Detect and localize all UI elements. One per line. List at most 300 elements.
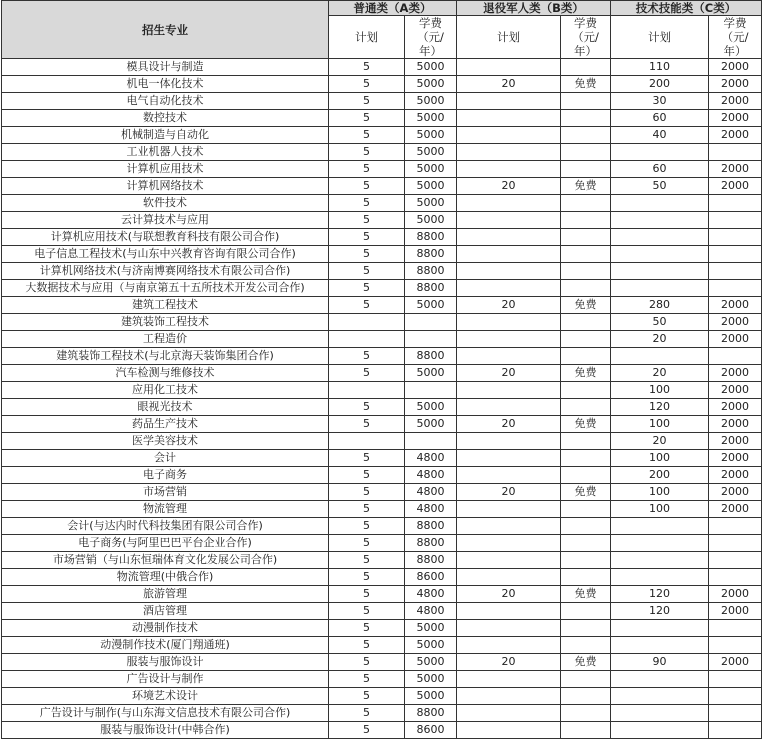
c-fee-cell: 2000 <box>709 297 762 314</box>
major-cell: 环境艺术设计 <box>2 688 329 705</box>
a-plan-cell: 5 <box>329 195 405 212</box>
table-row <box>2 671 762 688</box>
table-row <box>2 178 762 195</box>
table-row <box>2 144 762 161</box>
c-plan-cell: 200 <box>611 76 709 93</box>
a-plan-cell: 5 <box>329 76 405 93</box>
c-fee-cell: 2000 <box>709 178 762 195</box>
a-fee-cell: 8800 <box>405 229 457 246</box>
major-cell: 电子商务(与阿里巴巴平台企业合作) <box>2 535 329 552</box>
c-plan-cell <box>611 518 709 535</box>
a-fee-cell <box>405 433 457 450</box>
c-plan-cell: 100 <box>611 484 709 501</box>
b-plan-cell <box>457 382 561 399</box>
major-cell: 酒店管理 <box>2 603 329 620</box>
c-plan-cell: 100 <box>611 382 709 399</box>
b-fee-cell <box>561 705 611 722</box>
b-fee-cell <box>561 348 611 365</box>
major-cell: 应用化工技术 <box>2 382 329 399</box>
header-a-plan: 计划 <box>329 16 405 59</box>
c-fee-cell <box>709 552 762 569</box>
c-fee-cell: 2000 <box>709 654 762 671</box>
b-plan-cell <box>457 501 561 518</box>
a-plan-cell: 5 <box>329 263 405 280</box>
c-fee-cell <box>709 722 762 739</box>
header-b-fee: 学费 （元/ 年） <box>561 16 611 59</box>
major-cell: 广告设计与制作 <box>2 671 329 688</box>
table-row <box>2 365 762 382</box>
a-plan-cell: 5 <box>329 280 405 297</box>
b-fee-cell <box>561 722 611 739</box>
c-fee-cell <box>709 620 762 637</box>
major-cell: 建筑装饰工程技术(与北京海天装饰集团合作) <box>2 348 329 365</box>
table-row <box>2 246 762 263</box>
b-plan-cell <box>457 59 561 76</box>
b-fee-cell <box>561 433 611 450</box>
b-plan-cell <box>457 705 561 722</box>
table-row <box>2 93 762 110</box>
b-fee-cell <box>561 195 611 212</box>
a-fee-cell: 8600 <box>405 569 457 586</box>
a-fee-cell: 5000 <box>405 127 457 144</box>
b-plan-cell <box>457 603 561 620</box>
header-group-b: 退役军人类（B类） <box>457 1 611 16</box>
b-plan-cell <box>457 552 561 569</box>
b-plan-cell <box>457 433 561 450</box>
header-group-a: 普通类（A类） <box>329 1 457 16</box>
b-fee-cell <box>561 603 611 620</box>
a-plan-cell: 5 <box>329 144 405 161</box>
b-plan-cell: 20 <box>457 484 561 501</box>
a-fee-cell: 5000 <box>405 365 457 382</box>
c-plan-cell <box>611 688 709 705</box>
c-plan-cell: 50 <box>611 314 709 331</box>
c-fee-cell: 2000 <box>709 484 762 501</box>
c-plan-cell: 120 <box>611 399 709 416</box>
a-fee-cell: 5000 <box>405 297 457 314</box>
c-plan-cell <box>611 195 709 212</box>
a-fee-cell: 5000 <box>405 416 457 433</box>
c-plan-cell <box>611 246 709 263</box>
b-fee-cell <box>561 552 611 569</box>
b-plan-cell <box>457 144 561 161</box>
a-fee-cell: 5000 <box>405 688 457 705</box>
table-row <box>2 484 762 501</box>
c-fee-cell: 2000 <box>709 110 762 127</box>
table-row <box>2 518 762 535</box>
c-fee-cell <box>709 348 762 365</box>
a-fee-cell: 4800 <box>405 467 457 484</box>
major-cell: 会计 <box>2 450 329 467</box>
a-plan-cell: 5 <box>329 246 405 263</box>
major-cell: 电气自动化技术 <box>2 93 329 110</box>
a-fee-cell: 4800 <box>405 484 457 501</box>
b-plan-cell <box>457 229 561 246</box>
c-plan-cell <box>611 620 709 637</box>
b-fee-cell <box>561 59 611 76</box>
table-row <box>2 416 762 433</box>
header-major: 招生专业 <box>2 1 329 59</box>
b-plan-cell <box>457 518 561 535</box>
c-plan-cell <box>611 348 709 365</box>
a-fee-cell: 5000 <box>405 161 457 178</box>
b-fee-cell <box>561 127 611 144</box>
a-fee-cell: 5000 <box>405 59 457 76</box>
header-row-groups <box>2 1 762 16</box>
a-plan-cell: 5 <box>329 722 405 739</box>
b-fee-cell <box>561 399 611 416</box>
b-fee-cell: 免费 <box>561 484 611 501</box>
table-row <box>2 229 762 246</box>
a-plan-cell: 5 <box>329 501 405 518</box>
major-cell: 计算机网络技术(与济南博赛网络技术有限公司合作) <box>2 263 329 280</box>
major-cell: 计算机应用技术(与联想教育科技有限公司合作) <box>2 229 329 246</box>
a-plan-cell: 5 <box>329 348 405 365</box>
a-fee-cell: 8800 <box>405 518 457 535</box>
c-plan-cell: 100 <box>611 450 709 467</box>
c-plan-cell <box>611 552 709 569</box>
table-row <box>2 263 762 280</box>
major-cell: 广告设计与制作(与山东海文信息技术有限公司合作) <box>2 705 329 722</box>
major-cell: 汽车检测与维修技术 <box>2 365 329 382</box>
b-fee-cell <box>561 569 611 586</box>
b-fee-cell <box>561 110 611 127</box>
a-plan-cell: 5 <box>329 569 405 586</box>
c-fee-cell: 2000 <box>709 93 762 110</box>
a-fee-cell: 5000 <box>405 195 457 212</box>
major-cell: 药品生产技术 <box>2 416 329 433</box>
major-cell: 机械制造与自动化 <box>2 127 329 144</box>
a-plan-cell: 5 <box>329 671 405 688</box>
b-plan-cell <box>457 399 561 416</box>
major-cell: 动漫制作技术(厦门翔通班) <box>2 637 329 654</box>
table-row <box>2 722 762 739</box>
b-fee-cell <box>561 212 611 229</box>
b-plan-cell <box>457 348 561 365</box>
c-plan-cell: 100 <box>611 416 709 433</box>
c-fee-cell <box>709 263 762 280</box>
a-plan-cell <box>329 331 405 348</box>
table-row <box>2 331 762 348</box>
a-plan-cell: 5 <box>329 59 405 76</box>
a-fee-cell: 8800 <box>405 535 457 552</box>
c-fee-cell: 2000 <box>709 76 762 93</box>
c-fee-cell: 2000 <box>709 161 762 178</box>
c-plan-cell: 20 <box>611 365 709 382</box>
table-row <box>2 433 762 450</box>
major-cell: 计算机网络技术 <box>2 178 329 195</box>
a-plan-cell: 5 <box>329 637 405 654</box>
b-fee-cell <box>561 144 611 161</box>
table-row <box>2 603 762 620</box>
a-plan-cell <box>329 382 405 399</box>
b-fee-cell <box>561 535 611 552</box>
b-plan-cell <box>457 110 561 127</box>
b-plan-cell <box>457 314 561 331</box>
c-fee-cell: 2000 <box>709 314 762 331</box>
a-fee-cell: 4800 <box>405 450 457 467</box>
major-cell: 物流管理 <box>2 501 329 518</box>
b-fee-cell <box>561 688 611 705</box>
a-fee-cell: 8600 <box>405 722 457 739</box>
major-cell: 工程造价 <box>2 331 329 348</box>
b-plan-cell <box>457 195 561 212</box>
c-plan-cell: 20 <box>611 433 709 450</box>
table-row <box>2 620 762 637</box>
b-plan-cell <box>457 722 561 739</box>
b-plan-cell: 20 <box>457 76 561 93</box>
major-cell: 工业机器人技术 <box>2 144 329 161</box>
a-plan-cell: 5 <box>329 161 405 178</box>
major-cell: 电子商务 <box>2 467 329 484</box>
c-plan-cell: 110 <box>611 59 709 76</box>
major-cell: 市场营销（与山东恒瑞体育文化发展公司合作) <box>2 552 329 569</box>
c-fee-cell: 2000 <box>709 467 762 484</box>
table-row <box>2 195 762 212</box>
c-plan-cell: 280 <box>611 297 709 314</box>
b-fee-cell: 免费 <box>561 365 611 382</box>
b-fee-cell: 免费 <box>561 586 611 603</box>
c-plan-cell: 90 <box>611 654 709 671</box>
a-plan-cell: 5 <box>329 212 405 229</box>
b-plan-cell: 20 <box>457 416 561 433</box>
major-cell: 电子信息工程技术(与山东中兴教育咨询有限公司合作) <box>2 246 329 263</box>
major-cell: 建筑装饰工程技术 <box>2 314 329 331</box>
b-plan-cell: 20 <box>457 586 561 603</box>
b-fee-cell <box>561 263 611 280</box>
b-plan-cell <box>457 535 561 552</box>
c-plan-cell: 30 <box>611 93 709 110</box>
a-fee-cell: 5000 <box>405 399 457 416</box>
b-plan-cell: 20 <box>457 178 561 195</box>
table-row <box>2 212 762 229</box>
a-plan-cell: 5 <box>329 535 405 552</box>
b-plan-cell <box>457 280 561 297</box>
c-fee-cell: 2000 <box>709 127 762 144</box>
c-fee-cell: 2000 <box>709 331 762 348</box>
b-fee-cell <box>561 637 611 654</box>
c-plan-cell <box>611 212 709 229</box>
c-plan-cell <box>611 722 709 739</box>
b-plan-cell <box>457 212 561 229</box>
b-plan-cell <box>457 246 561 263</box>
b-fee-cell <box>561 314 611 331</box>
c-fee-cell <box>709 637 762 654</box>
table-body <box>2 59 762 739</box>
a-fee-cell <box>405 382 457 399</box>
b-fee-cell <box>561 518 611 535</box>
c-plan-cell <box>611 280 709 297</box>
table-row <box>2 637 762 654</box>
a-plan-cell: 5 <box>329 552 405 569</box>
c-fee-cell <box>709 705 762 722</box>
major-cell: 旅游管理 <box>2 586 329 603</box>
table-row <box>2 467 762 484</box>
a-plan-cell: 5 <box>329 127 405 144</box>
a-plan-cell: 5 <box>329 450 405 467</box>
a-plan-cell: 5 <box>329 110 405 127</box>
c-plan-cell: 100 <box>611 501 709 518</box>
a-fee-cell: 8800 <box>405 280 457 297</box>
b-fee-cell: 免费 <box>561 76 611 93</box>
a-fee-cell: 8800 <box>405 263 457 280</box>
c-plan-cell <box>611 705 709 722</box>
table-row <box>2 705 762 722</box>
table-row <box>2 76 762 93</box>
b-fee-cell <box>561 450 611 467</box>
a-plan-cell: 5 <box>329 229 405 246</box>
a-fee-cell: 4800 <box>405 586 457 603</box>
c-fee-cell <box>709 518 762 535</box>
b-fee-cell: 免费 <box>561 297 611 314</box>
b-fee-cell <box>561 620 611 637</box>
a-fee-cell: 8800 <box>405 348 457 365</box>
c-fee-cell: 2000 <box>709 59 762 76</box>
major-cell: 市场营销 <box>2 484 329 501</box>
major-cell: 云计算技术与应用 <box>2 212 329 229</box>
major-cell: 动漫制作技术 <box>2 620 329 637</box>
c-fee-cell: 2000 <box>709 501 762 518</box>
major-cell: 建筑工程技术 <box>2 297 329 314</box>
a-fee-cell: 5000 <box>405 144 457 161</box>
c-plan-cell <box>611 671 709 688</box>
c-fee-cell: 2000 <box>709 586 762 603</box>
c-fee-cell <box>709 246 762 263</box>
major-cell: 医学美容技术 <box>2 433 329 450</box>
major-cell: 会计(与达内时代科技集团有限公司合作) <box>2 518 329 535</box>
b-plan-cell <box>457 688 561 705</box>
a-plan-cell: 5 <box>329 416 405 433</box>
c-fee-cell <box>709 671 762 688</box>
major-cell: 大数据技术与应用（与南京第五十五所技术开发公司合作) <box>2 280 329 297</box>
table-row <box>2 450 762 467</box>
b-plan-cell: 20 <box>457 365 561 382</box>
a-fee-cell: 5000 <box>405 110 457 127</box>
c-fee-cell <box>709 688 762 705</box>
table-row <box>2 535 762 552</box>
a-plan-cell: 5 <box>329 705 405 722</box>
table-row <box>2 501 762 518</box>
a-plan-cell: 5 <box>329 467 405 484</box>
b-fee-cell <box>561 331 611 348</box>
c-fee-cell: 2000 <box>709 603 762 620</box>
a-plan-cell: 5 <box>329 586 405 603</box>
table-row <box>2 382 762 399</box>
b-fee-cell <box>561 467 611 484</box>
c-fee-cell <box>709 229 762 246</box>
table-row <box>2 348 762 365</box>
enrollment-plan-table <box>1 0 762 739</box>
a-plan-cell: 5 <box>329 518 405 535</box>
c-fee-cell <box>709 144 762 161</box>
a-fee-cell: 5000 <box>405 76 457 93</box>
c-fee-cell: 2000 <box>709 450 762 467</box>
c-plan-cell <box>611 569 709 586</box>
b-plan-cell <box>457 467 561 484</box>
a-fee-cell: 8800 <box>405 552 457 569</box>
major-cell: 机电一体化技术 <box>2 76 329 93</box>
a-fee-cell: 5000 <box>405 212 457 229</box>
b-plan-cell <box>457 671 561 688</box>
major-cell: 数控技术 <box>2 110 329 127</box>
c-fee-cell <box>709 195 762 212</box>
b-fee-cell <box>561 161 611 178</box>
header-c-fee: 学费 （元/ 年） <box>709 16 762 59</box>
table-row <box>2 280 762 297</box>
b-plan-cell <box>457 127 561 144</box>
c-plan-cell <box>611 144 709 161</box>
b-plan-cell <box>457 620 561 637</box>
header-group-c: 技术技能类（C类） <box>611 1 762 16</box>
table-row <box>2 297 762 314</box>
a-plan-cell: 5 <box>329 484 405 501</box>
a-fee-cell: 5000 <box>405 654 457 671</box>
b-fee-cell: 免费 <box>561 416 611 433</box>
a-fee-cell <box>405 314 457 331</box>
a-fee-cell: 4800 <box>405 603 457 620</box>
b-fee-cell <box>561 246 611 263</box>
c-fee-cell <box>709 280 762 297</box>
b-fee-cell: 免费 <box>561 178 611 195</box>
b-plan-cell <box>457 331 561 348</box>
major-cell: 软件技术 <box>2 195 329 212</box>
a-plan-cell: 5 <box>329 297 405 314</box>
a-plan-cell: 5 <box>329 603 405 620</box>
table-row <box>2 586 762 603</box>
table-row <box>2 654 762 671</box>
c-plan-cell <box>611 263 709 280</box>
major-cell: 物流管理(中俄合作) <box>2 569 329 586</box>
b-fee-cell <box>561 280 611 297</box>
a-fee-cell: 5000 <box>405 178 457 195</box>
header-c-plan: 计划 <box>611 16 709 59</box>
b-fee-cell: 免费 <box>561 654 611 671</box>
table-row <box>2 127 762 144</box>
header-a-fee: 学费 （元/ 年） <box>405 16 457 59</box>
c-plan-cell <box>611 535 709 552</box>
b-fee-cell <box>561 229 611 246</box>
c-fee-cell: 2000 <box>709 399 762 416</box>
a-plan-cell: 5 <box>329 654 405 671</box>
b-plan-cell <box>457 93 561 110</box>
b-fee-cell <box>561 671 611 688</box>
c-plan-cell: 120 <box>611 603 709 620</box>
major-cell: 计算机应用技术 <box>2 161 329 178</box>
c-plan-cell: 40 <box>611 127 709 144</box>
b-plan-cell <box>457 161 561 178</box>
major-cell: 眼视光技术 <box>2 399 329 416</box>
c-plan-cell: 200 <box>611 467 709 484</box>
table-row <box>2 399 762 416</box>
a-plan-cell: 5 <box>329 399 405 416</box>
a-plan-cell <box>329 314 405 331</box>
c-plan-cell: 60 <box>611 110 709 127</box>
b-plan-cell: 20 <box>457 654 561 671</box>
table-row <box>2 110 762 127</box>
c-fee-cell: 2000 <box>709 433 762 450</box>
c-fee-cell <box>709 569 762 586</box>
a-fee-cell: 5000 <box>405 93 457 110</box>
b-fee-cell <box>561 501 611 518</box>
table-row <box>2 59 762 76</box>
a-fee-cell: 5000 <box>405 671 457 688</box>
table-row <box>2 688 762 705</box>
a-fee-cell: 8800 <box>405 246 457 263</box>
c-plan-cell <box>611 229 709 246</box>
header-b-plan: 计划 <box>457 16 561 59</box>
table-row <box>2 552 762 569</box>
c-plan-cell: 50 <box>611 178 709 195</box>
